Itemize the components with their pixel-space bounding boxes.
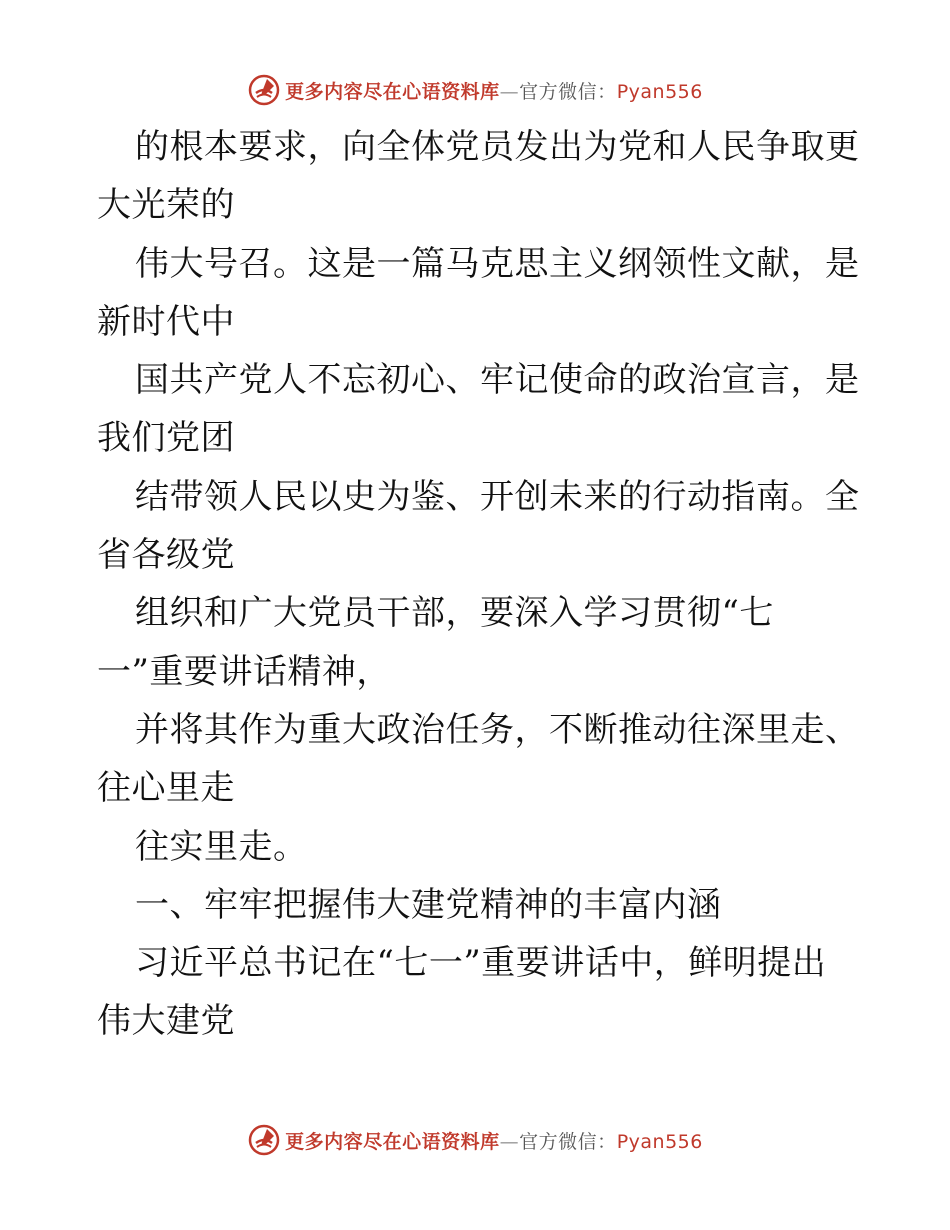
banner-main-text: 更多内容尽在心语资料库 [285, 80, 500, 103]
banner-official-label: 官方微信： [519, 80, 617, 103]
text-line: 结带领人民以史为鉴、开创未来的行动指南。全 [135, 476, 860, 517]
text-line: 往心里走 [97, 768, 235, 809]
text-line: 大光荣的 [97, 185, 235, 226]
text-line: 伟大建党 [97, 1001, 235, 1042]
footer-banner [0, 1120, 950, 1160]
banner-text [285, 1127, 703, 1154]
text-line: 我们党团 [97, 418, 235, 459]
header-banner [0, 70, 950, 110]
banner-dash: — [499, 1130, 520, 1153]
text-line: 组织和广大党员干部，要深入学习贯彻“七 [135, 593, 774, 634]
banner-wechat-id: Pyan556 [616, 80, 703, 103]
document-body [97, 118, 860, 1051]
text-line: 并将其作为重大政治任务，不断推动往深里走、 [135, 709, 860, 750]
banner-main-text: 更多内容尽在心语资料库 [285, 1130, 500, 1153]
book-pen-logo-icon [247, 73, 281, 107]
text-line: 新时代中 [97, 301, 235, 342]
text-line: 的根本要求，向全体党员发出为党和人民争取更 [135, 127, 860, 167]
text-line: 省各级党 [97, 535, 235, 576]
text-line: 一”重要讲话精神， [97, 651, 391, 692]
text-line: 往实里走。 [135, 826, 308, 867]
banner-wechat-id: Pyan556 [616, 1130, 703, 1153]
text-line: 习近平总书记在“七一”重要讲话中，鲜明提出 [135, 943, 827, 984]
text-line: 伟大号召。这是一篇马克思主义纲领性文献，是 [135, 243, 860, 284]
section-heading: 一、牢牢把握伟大建党精神的丰富内涵 [135, 884, 722, 925]
banner-dash: — [499, 80, 520, 103]
banner-official-label: 官方微信： [519, 1130, 617, 1153]
book-pen-logo-icon [247, 1123, 281, 1157]
banner-text [285, 77, 703, 104]
text-line: 国共产党人不忘初心、牢记使命的政治宣言，是 [135, 360, 860, 401]
